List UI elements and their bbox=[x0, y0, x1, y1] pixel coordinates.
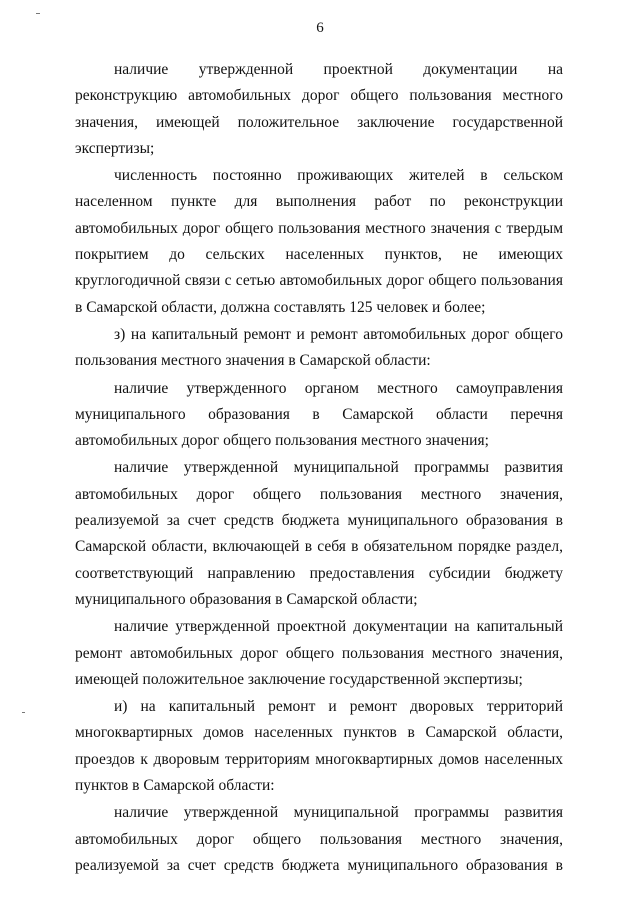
paragraph-item-z-heading: з) на капитальный ремонт и ремонт автомобильных дорог общего пользования местного значения в Самарской области: bbox=[75, 325, 563, 370]
paragraph-population-requirement: численность постоянно проживающих жителей в сельском населенном пункте для выполнения работ по реконструкции автомобильных дорог общего пользования местного значения с твердым покрытием до сельских населенных пунктов, не имеющих круглогодичной связи с сетью автомобильных дорог общего пользования в Самарской области, должна составлять 125 человек и более; bbox=[75, 167, 563, 316]
paragraph-municipal-program: наличие утвержденной муниципальной программы развития автомобильных дорог общего пользования местного значения, реализуемой за счет средств бюджета муниципального образования в Самарской области, включающей в себя в обязательном порядке раздел, соответствующий направлению предоставления субсидии бюджету муниципального образования в Самарской области; bbox=[75, 459, 563, 608]
scan-margin-mark bbox=[22, 712, 25, 713]
scan-margin-mark bbox=[36, 13, 40, 14]
paragraph-approved-road-list: наличие утвержденного органом местного самоуправления муниципального образования в Самарской области перечня автомобильных дорог общего пользования местного значения; bbox=[75, 379, 563, 450]
paragraph-project-docs-reconstruction: наличие утвержденной проектной документации на реконструкцию автомобильных дорог общего пользования местного значения, имеющей положительное заключение государственной экспертизы; bbox=[75, 61, 563, 157]
document-body bbox=[75, 57, 563, 880]
paragraph-project-docs-repair: наличие утвержденной проектной документации на капитальный ремонт автомобильных дорог общего пользования местного значения, имеющей положительное заключение государственной экспертизы; bbox=[75, 618, 563, 688]
paragraph-municipal-program-courtyards: наличие утвержденной муниципальной программы развития автомобильных дорог общего пользования местного значения, реализуемой за счет средств бюджета муниципального образования в bbox=[75, 804, 563, 874]
paragraph-item-i-heading: и) на капитальный ремонт и ремонт дворовых территорий многоквартирных домов населенных пунктов в Самарской области, проездов к дворовым территориям многоквартирных домов населенных пунктов в Самарской области: bbox=[75, 698, 563, 795]
page-number: 6 bbox=[316, 20, 324, 36]
